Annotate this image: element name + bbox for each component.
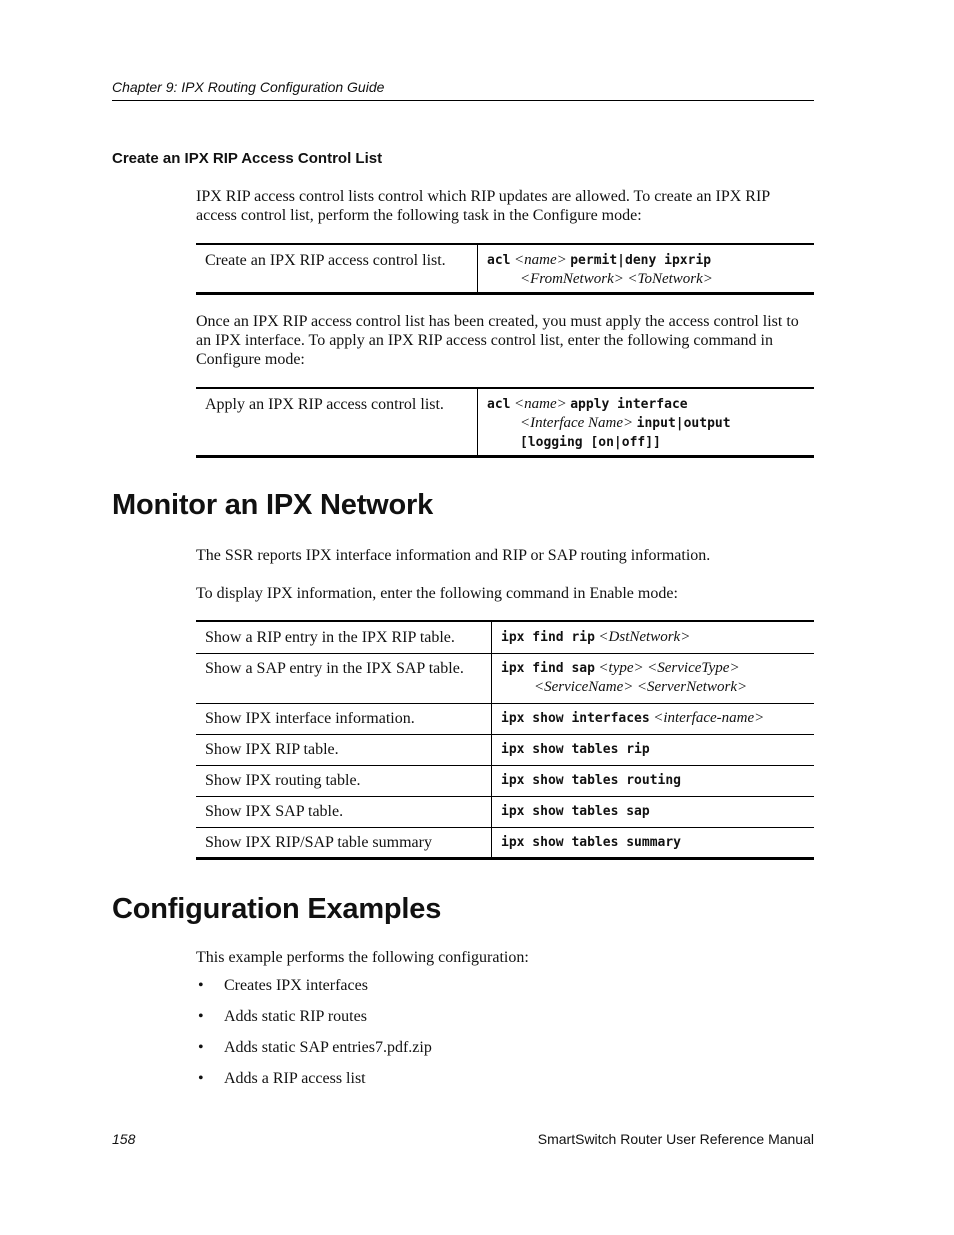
table-cell-command bbox=[492, 796, 815, 827]
section-heading-acl: Create an IPX RIP Access Control List bbox=[112, 150, 383, 167]
command-argument: <ToNetwork> bbox=[627, 271, 713, 287]
command-argument: <name> bbox=[513, 252, 567, 268]
acl-create-table bbox=[196, 243, 814, 295]
command-keyword: ipx show interfaces bbox=[501, 710, 650, 726]
command-argument: <ServerNetwork> bbox=[636, 678, 748, 695]
table-row bbox=[196, 796, 814, 827]
command-argument: <DstNetwork> bbox=[598, 629, 691, 645]
command-argument: <ServiceType> bbox=[647, 659, 740, 676]
list-item bbox=[196, 1007, 432, 1038]
command-keyword: acl bbox=[487, 397, 511, 412]
bullet-icon: • bbox=[198, 1070, 204, 1087]
list-item-text: Creates IPX interfaces bbox=[224, 977, 368, 994]
monitor-paragraph-2: To display IPX information, enter the following command in Enable mode: bbox=[196, 585, 678, 602]
table-cell-command bbox=[492, 734, 815, 765]
command-argument: <Interface Name> bbox=[520, 415, 634, 431]
table-row bbox=[196, 388, 814, 457]
command-keyword: ipx find sap bbox=[501, 660, 595, 676]
command-argument: <type> bbox=[598, 659, 644, 676]
table-cell-command bbox=[478, 244, 815, 294]
table-row bbox=[196, 734, 814, 765]
command-keyword: ipx find rip bbox=[501, 630, 595, 645]
table-cell-description: Show a RIP entry in the IPX RIP table. bbox=[196, 621, 492, 653]
list-item-text: Adds a RIP access list bbox=[224, 1070, 366, 1087]
list-item bbox=[196, 976, 432, 1007]
command-keyword: ipx show tables routing bbox=[501, 772, 682, 788]
command-keyword: ipx show tables summary bbox=[501, 834, 682, 850]
section-heading-monitor: Monitor an IPX Network bbox=[112, 489, 434, 521]
command-argument: <ServiceName> bbox=[534, 678, 634, 695]
page-number: 158 bbox=[112, 1131, 136, 1147]
bullet-icon: • bbox=[198, 1039, 204, 1056]
table-row bbox=[196, 621, 814, 653]
running-head: Chapter 9: IPX Routing Configuration Guide bbox=[112, 79, 385, 95]
command-argument: <name> bbox=[513, 396, 567, 412]
table-cell-description: Apply an IPX RIP access control list. bbox=[196, 388, 478, 457]
command-keyword: input|output bbox=[636, 416, 731, 431]
acl-apply-table bbox=[196, 387, 814, 458]
table-cell-description: Show IPX RIP/SAP table summary bbox=[196, 827, 492, 858]
table-cell-description: Show IPX interface information. bbox=[196, 703, 492, 734]
command-keyword: apply interface bbox=[570, 397, 688, 412]
acl-apply-paragraph: Once an IPX RIP access control list has been created, you must apply the access control list to an IPX interface. To apply an IPX RIP access control list, enter the following command in Configure mode: bbox=[196, 313, 799, 368]
table-cell-description: Show IPX routing table. bbox=[196, 765, 492, 796]
examples-intro-paragraph: This example performs the following configuration: bbox=[196, 949, 529, 966]
footer-title: SmartSwitch Router User Reference Manual bbox=[537, 1131, 814, 1147]
list-item bbox=[196, 1069, 432, 1100]
table-cell-command bbox=[492, 827, 815, 858]
monitor-command-table bbox=[196, 620, 814, 860]
command-keyword: acl bbox=[487, 253, 511, 268]
acl-intro-paragraph: IPX RIP access control lists control which RIP updates are allowed. To create an IPX RIP access control list, perform the following task in the Configure mode: bbox=[196, 188, 770, 224]
table-cell-description: Show a SAP entry in the IPX SAP table. bbox=[196, 653, 492, 703]
command-keyword: [logging [on|off]] bbox=[520, 435, 661, 450]
table-cell-command bbox=[492, 703, 815, 734]
table-cell-command bbox=[492, 765, 815, 796]
table-row bbox=[196, 703, 814, 734]
table-row bbox=[196, 244, 814, 294]
bullet-icon: • bbox=[198, 1008, 204, 1025]
header-rule bbox=[112, 100, 814, 101]
table-cell-description: Show IPX RIP table. bbox=[196, 734, 492, 765]
command-keyword: ipx show tables sap bbox=[501, 803, 650, 819]
examples-bullet-list bbox=[196, 976, 432, 1100]
list-item-text: Adds static RIP routes bbox=[224, 1008, 367, 1025]
table-row bbox=[196, 765, 814, 796]
table-cell-command bbox=[492, 653, 815, 703]
list-item bbox=[196, 1038, 432, 1069]
table-row bbox=[196, 653, 814, 703]
command-keyword: ipx show tables rip bbox=[501, 741, 650, 757]
monitor-paragraph-1: The SSR reports IPX interface information and RIP or SAP routing information. bbox=[196, 547, 711, 564]
bullet-icon: • bbox=[198, 977, 204, 994]
table-cell-command bbox=[492, 621, 815, 653]
command-argument: <FromNetwork> bbox=[520, 271, 624, 287]
table-row bbox=[196, 827, 814, 858]
command-keyword: permit|deny ipxrip bbox=[570, 253, 712, 268]
list-item-text: Adds static SAP entries7.pdf.zip bbox=[224, 1039, 432, 1056]
table-cell-description: Create an IPX RIP access control list. bbox=[196, 244, 478, 294]
table-cell-command bbox=[478, 388, 815, 457]
section-heading-examples: Configuration Examples bbox=[112, 893, 442, 925]
table-cell-description: Show IPX SAP table. bbox=[196, 796, 492, 827]
command-argument: <interface-name> bbox=[653, 709, 765, 726]
